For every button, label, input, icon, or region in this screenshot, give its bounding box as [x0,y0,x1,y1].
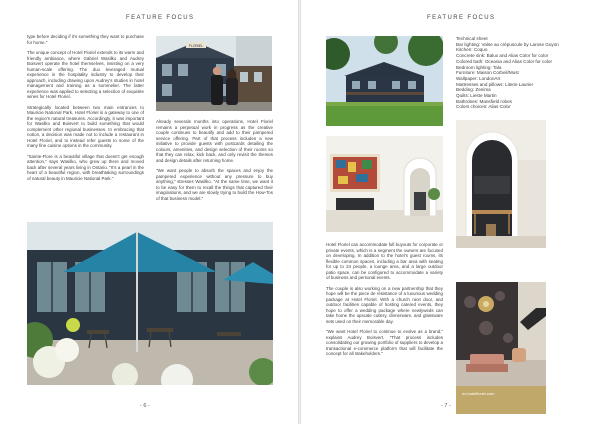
spec-line: Bedding: Zenima [456,87,491,93]
left-page-number: - 6 - [140,403,150,409]
paragraph: Strategically located between two main entrances to Mauricie National Park, Hotel Floriel is a gateway to one of the region's natural treasures. Accordingly, it was important for Wasilko and Boisvert to build something that would complement other regional businesses. In embracing that notion, a decision was made not to include a restaurant in Hotel Floriel, and to instead refer guests to some of the many fine cuisine options in the community. [27,104,144,148]
spec-line: Colors choices: Alias Color [456,104,511,110]
paragraph: "We want people to absorb the spaces and enjoy the pampered experience without any pressure to buy anything," stresses Wasilko. "At the same time, we want it to be easy for them to recall the things that captured their imaginations, and we are slowly trying to build the How-Tos of that business model." [156,168,273,201]
paragraph: Already severals months into operations, Hotel Floriel remains a perpetual work in progress as the creative couple continues to beautify and add to their pampered service offering. Part of that process includes a new initiative to provide guests with postcards detailing the colours, amenities, and design selection of their rooms so that they can relax, kick back, and only revisit the themes and design details after returning home. [156,119,273,163]
technical-sheet [456,36,576,110]
paragraph: The couple is also working on a new partnership that they hope will be the piece de résistance of a luxurious wedding package at Hotel Floriel. With a church next door, and outdoor facilities capable of hosting catered events, they hope to offer a wedding package where newlyweds can take home the upscale cutlery, dinnerware, and glassware sets used on their memorable day. [326,285,443,324]
left-page-header: FEATURE FOCUS [126,15,195,21]
middle-column-text [156,119,273,206]
bedroom-photo [456,282,546,386]
hotel-sign: FLORIEL [188,44,204,48]
spec-line: Colored bath: Oceania and Alias Color for color [456,58,553,64]
right-page-header: FEATURE FOCUS [427,15,496,21]
spec-line: Bathrobes: Mansfield robes [456,98,512,104]
patio-photo [27,222,273,385]
spec-line: Technical sheet [456,36,488,41]
spec-line: Wallpaper: LondonArt [456,75,501,81]
owners-photo [156,36,272,111]
lounge-photo [326,136,443,232]
left-column-text [27,34,144,186]
paragraph: "Sainte-Flore is a beautiful village that doesn't get enough attention," says Wasilko, who grew up there and moved back after several years living in Ontario. "It's a pearl in the heart of a beautiful region, with breathtaking surroundings of natural beauty in Mauricie National Park." [27,153,144,181]
spec-line: Bedroom lighting: Tala [456,64,502,70]
paragraph: type before deciding if it's something they want to purchase for home." [27,34,144,45]
paragraph: "We want Hotel Floriel to continue to evolve as a brand," explains Audrey Boisvert. "That process includes consolidating our growing portfolio of suppliers to develop a transactional e-commerce platform that will facilitate the concept for all stakeholders." [326,329,443,356]
spec-line: Bar lighting: Valse au crépuscule by Larose Guyon [456,41,559,47]
right-page-body [326,242,443,362]
spec-line: Kitchen: Coquo [456,47,488,53]
spec-line: Mattresses and pillows: Literie Laurier [456,81,534,87]
spec-line: Quilts: Lieste Martin [456,93,497,99]
left-page [0,0,298,424]
right-page-number: - 7 - [441,403,451,409]
hotel-url[interactable]: en.hotelfloriel.com [462,391,495,396]
spec-line: Concrete sink: Balux and Alias Color for color [456,53,549,59]
exterior-photo [326,36,443,126]
paragraph: Hotel Floriel can accommodate full buyouts for corporate or private events, which is a segment the owners are focused on developing. In addition to the hotel's guest rooms, its flexible common spaces, including a bar area with seating for up to 24 people, a lounge area, and a large outdoor patio space, can be configured to accommodate a variety of business and personal events. [326,242,443,280]
spec-line: Furniture: Maison Corbeil/Must [456,70,519,76]
hotel-url-box [456,386,546,414]
paragraph: The unique concept of Hotel Floriel extends to its warm and friendly ambiance, where Gabriel Wasilko and Audrey Boisvert operate the hotel themselves, insisting on a very human-scale offering. The duo leveraged mutual experience in the hospitality industry to develop their approach, including drawing upon Audrey's studies in hotel management and training as a sommelier. The latter experience was applied to selecting a selection of exquisite wines for Hotel Floriel. [27,50,144,99]
kitchen-photo [456,120,546,248]
